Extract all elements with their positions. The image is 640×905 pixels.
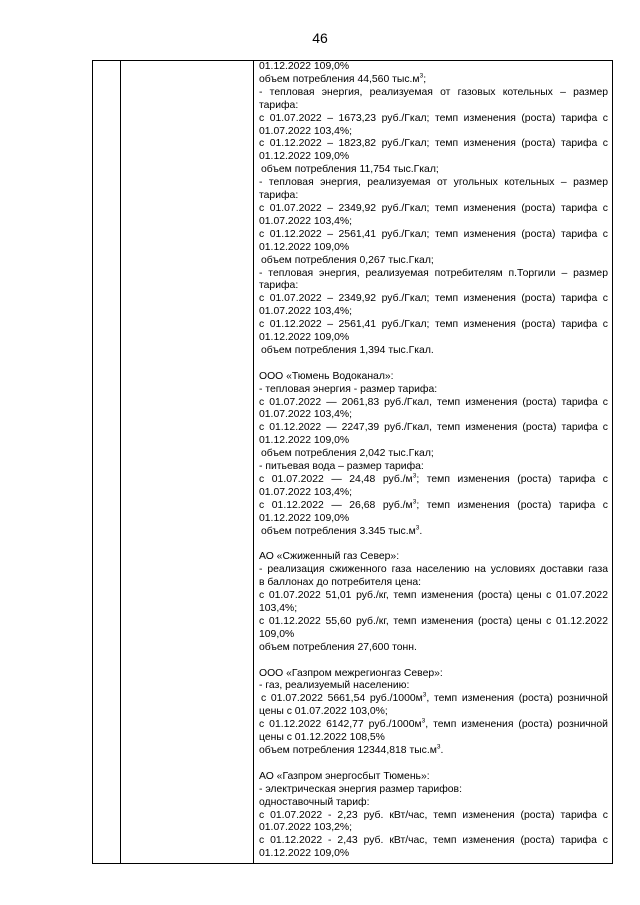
paragraph-gap [259, 655, 608, 668]
superscript: 3 [422, 691, 427, 699]
text-line [259, 371, 608, 384]
text-line [259, 216, 608, 229]
text-line [259, 164, 608, 177]
line-text: объем потребления 12344,818 тыс.м [259, 744, 437, 756]
text-line [259, 190, 608, 203]
line-text: с 01.07.2022 5661,54 руб./1000м [261, 693, 423, 705]
line-text-tail: ; темп изменения (роста) тарифа с [416, 473, 608, 485]
line-text: 01.12.2022 109,0% [259, 332, 350, 344]
line-text: с 01.12.2022 — 26,68 руб./м [259, 499, 413, 511]
tariff-table [92, 60, 613, 864]
text-line [259, 745, 608, 758]
line-text: с 01.07.2022 — 2061,83 руб./Гкал, темп изменения (роста) тарифа с [259, 396, 608, 408]
text-line [259, 255, 608, 268]
text-line [259, 835, 608, 848]
text-line [259, 242, 608, 255]
superscript: 3 [419, 72, 424, 80]
line-text: с 01.12.2022 – 2561,41 руб./Гкал; темп изменения (роста) тарифа с [259, 319, 608, 331]
line-text: 01.07.2022 103,4%; [259, 306, 353, 318]
page-number: 46 [312, 30, 328, 46]
line-text: - тепловая энергия - размер тарифа: [259, 383, 438, 395]
text-line [259, 719, 608, 732]
line-text: 01.07.2022 103,4%; [259, 486, 353, 498]
line-text-tail: , темп изменения (роста) розничной [425, 719, 608, 731]
superscript: 3 [436, 743, 441, 751]
line-text: в баллонах до потребителя цена: [259, 577, 422, 589]
line-text: 01.12.2022 109,0% [259, 512, 350, 524]
line-text: с 01.12.2022 - 2,43 руб. кВт/час, темп изменения (роста) тарифа с [259, 835, 608, 847]
line-text: объем потребления 2,042 тыс.Гкал; [261, 448, 434, 460]
text-line [259, 629, 608, 642]
line-text: 01.12.2022 109,0% [259, 151, 350, 163]
line-text: 01.07.2022 103,4%; [259, 409, 353, 421]
line-text-tail: ; [423, 73, 427, 85]
text-line [259, 822, 608, 835]
line-text-tail: ; темп изменения (роста) тарифа с [416, 499, 608, 511]
text-line [259, 848, 608, 861]
line-text: с 01.12.2022 — 2247,39 руб./Гкал, темп изменения (роста) тарифа с [259, 422, 608, 434]
line-text: 103,4%; [259, 603, 298, 615]
table-row [93, 61, 613, 864]
text-line [259, 771, 608, 784]
paragraph-gap [259, 358, 608, 371]
line-text: 109,0% [259, 628, 295, 640]
line-text: ООО «Тюмень Водоканал»: [259, 370, 394, 382]
text-line [259, 551, 608, 564]
text-line [259, 500, 608, 513]
line-text: цены с 01.07.2022 103,0%; [259, 706, 388, 718]
text-line [259, 74, 608, 87]
text-line [259, 319, 608, 332]
line-text: с 01.07.2022 - 2,23 руб. кВт/час, темп изменения (роста) тарифа с [259, 809, 608, 821]
line-text: с 01.12.2022 – 2561,41 руб./Гкал; темп изменения (роста) тарифа с [259, 228, 608, 240]
text-line [259, 87, 608, 100]
line-text: с 01.07.2022 – 2349,92 руб./Гкал; темп изменения (роста) тарифа с [259, 293, 608, 305]
text-line [259, 668, 608, 681]
text-line [259, 706, 608, 719]
text-line [259, 797, 608, 810]
text-line [259, 100, 608, 113]
text-line [259, 397, 608, 410]
line-text: 01.07.2022 103,4%; [259, 215, 353, 227]
text-line [259, 564, 608, 577]
text-line [259, 203, 608, 216]
line-text: одноставочный тариф: [259, 796, 370, 808]
text-line [259, 409, 608, 422]
line-text: тарифа: [259, 99, 299, 111]
text-line [259, 61, 608, 74]
text-line [259, 577, 608, 590]
line-text: объем потребления 11,754 тыс.Гкал; [261, 164, 439, 176]
text-line [259, 293, 608, 306]
line-text: объем потребления 44,560 тыс.м [259, 73, 420, 85]
text-line [259, 113, 608, 126]
line-text: - газ, реализуемый населению: [259, 680, 410, 692]
text-line [259, 229, 608, 242]
text-line [259, 693, 608, 706]
number-cell [93, 61, 121, 864]
text-line [259, 616, 608, 629]
text-line [259, 603, 608, 616]
line-text: с 01.07.2022 — 24,48 руб./м [259, 473, 413, 485]
text-line [259, 680, 608, 693]
line-text: с 01.12.2022 6142,77 руб./1000м [259, 719, 422, 731]
name-cell [121, 61, 254, 864]
line-text: объем потребления 0,267 тыс.Гкал; [261, 254, 434, 266]
line-text: с 01.07.2022 – 2349,92 руб./Гкал; темп изменения (роста) тарифа с [259, 202, 608, 214]
line-text-tail: , темп изменения (роста) розничной [426, 693, 608, 705]
line-text: объем потребления 1,394 тыс.Гкал. [261, 344, 434, 356]
line-text: - электрическая энергия размер тарифов: [259, 783, 462, 795]
line-text: - тепловая энергия, реализуемая потребителям п.Торгили – размер [259, 267, 608, 279]
line-text: с 01.07.2022 – 1673,23 руб./Гкал; темп изменения (роста) тарифа с [259, 112, 608, 124]
text-line [259, 126, 608, 139]
text-line [259, 487, 608, 500]
paragraph-gap [259, 539, 608, 552]
line-text: - реализация сжиженного газа населению на условиях доставки газа [259, 564, 608, 576]
line-text: 01.12.2022 109,0% [259, 435, 350, 447]
line-text: 01.12.2022 109,0% [259, 61, 350, 72]
superscript: 3 [421, 717, 426, 725]
text-line [259, 526, 608, 539]
superscript: 3 [412, 498, 417, 506]
text-line [259, 435, 608, 448]
line-text: - тепловая энергия, реализуемая от угольных котельных – размер [259, 177, 608, 189]
text-line [259, 784, 608, 797]
line-text: АО «Газпром энергосбыт Тюмень»: [259, 770, 430, 782]
text-line [259, 345, 608, 358]
line-text: 01.07.2022 103,4%; [259, 125, 353, 137]
line-text: тарифа: [259, 280, 299, 292]
text-line [259, 732, 608, 745]
line-text: ООО «Газпром межрегионгаз Север»: [259, 667, 443, 679]
paragraph-gap [259, 758, 608, 771]
superscript: 3 [412, 472, 417, 480]
line-text: 01.12.2022 109,0% [259, 848, 350, 860]
text-line [259, 151, 608, 164]
line-text: АО «Сжиженный газ Север»: [259, 551, 400, 563]
text-line [259, 810, 608, 823]
line-text: с 01.12.2022 55,60 руб./кг, темп изменения (роста) цены с 01.12.2022 [259, 615, 608, 627]
text-line [259, 642, 608, 655]
line-text: объем потребления 27,600 тонн. [259, 641, 417, 653]
text-line [259, 422, 608, 435]
line-text: - тепловая энергия, реализуемая от газовых котельных – размер [259, 86, 608, 98]
text-line [259, 384, 608, 397]
text-line [259, 332, 608, 345]
text-line [259, 448, 608, 461]
text-line [259, 306, 608, 319]
text-line [259, 461, 608, 474]
line-text-tail: . [440, 744, 444, 756]
line-text: объем потребления 3.345 тыс.м [261, 525, 416, 537]
text-line [259, 268, 608, 281]
line-text: с 01.12.2022 – 1823,82 руб./Гкал; темп изменения (роста) тарифа с [259, 138, 608, 150]
text-line [259, 138, 608, 151]
text-line [259, 513, 608, 526]
line-text: цены с 01.12.2022 108,5% [259, 732, 385, 744]
text-line [259, 177, 608, 190]
line-text-tail: . [419, 525, 423, 537]
content-cell [254, 61, 613, 864]
text-line [259, 474, 608, 487]
line-text: 01.07.2022 103,2%; [259, 822, 353, 834]
text-line [259, 280, 608, 293]
line-text: с 01.07.2022 51,01 руб./кг, темп изменения (роста) цены с 01.07.2022 [259, 590, 608, 602]
line-text: 01.12.2022 109,0% [259, 241, 350, 253]
line-text: - питьевая вода – размер тарифа: [259, 461, 424, 473]
text-line [259, 590, 608, 603]
superscript: 3 [415, 524, 420, 532]
line-text: тарифа: [259, 190, 299, 202]
